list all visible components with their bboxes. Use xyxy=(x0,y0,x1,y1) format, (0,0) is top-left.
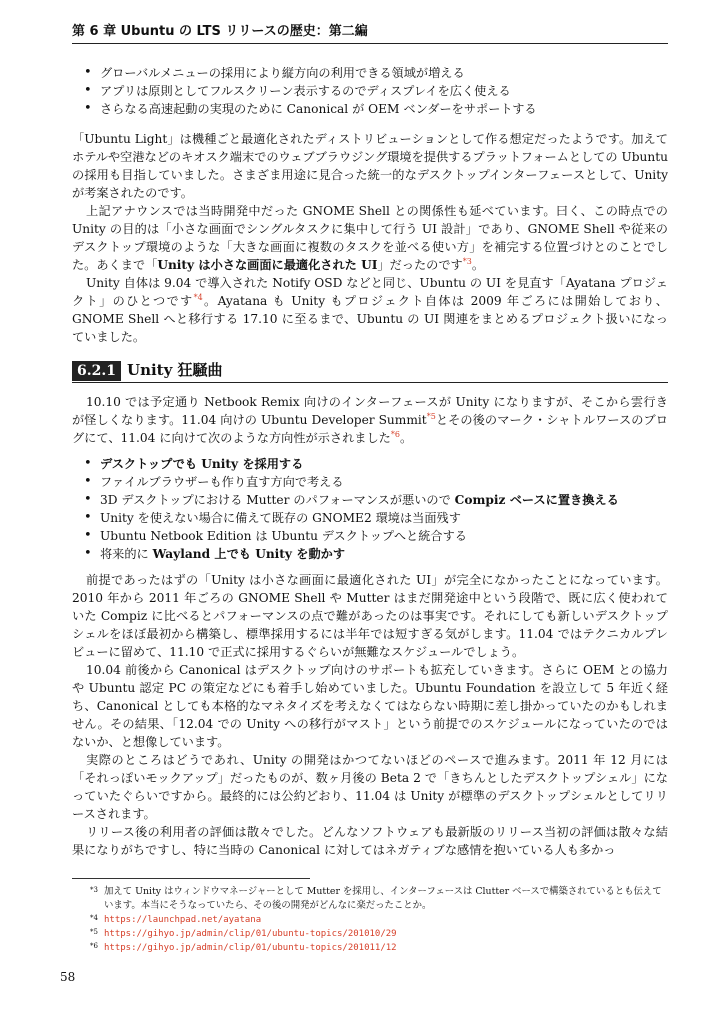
main-content xyxy=(72,64,668,859)
paragraph-text: 10.10 では予定通り Netbook Remix 向けのインターフェースが Unity になりますが、そこから雲行きが怪しくなります。11.04 向けの Ubuntu Developer Summit xyxy=(72,395,668,427)
paragraph-text: 上記アナウンスでは当時開発中だった GNOME Shell との関係性も延べています。曰く、この時点での Unity の目的は「小さな画面でシングルタスクに集中して行う UI 設計」であり、GNOME Shell や従来のデスクトップ環境のような「大きな画面に複数のタスクを並べる使い方」を補完する位置づけとのことでした。あくまで「 xyxy=(72,204,668,272)
section-number: 6.2.1 xyxy=(72,361,121,381)
paragraph xyxy=(72,393,668,447)
list-item xyxy=(100,455,668,473)
footnote-mark: *4 xyxy=(90,914,98,922)
paragraph-text: とその後のマーク・シャトルワースのブログにて、11.04 に向けて次のような方向性が示されました xyxy=(72,413,668,445)
paragraph-text: 。 xyxy=(471,258,484,272)
list-item: • Ubuntu Netbook Edition は Ubuntu デスクトップへと統合する xyxy=(100,527,668,545)
section-title: Unity 狂騒曲 xyxy=(126,361,223,379)
list-item: • Unity を使えない場合に備えて既存の GNOME2 環境は当面残す xyxy=(100,509,668,527)
top-bullet-list xyxy=(72,64,668,118)
footnote-4 xyxy=(72,913,668,927)
footnote-ref-5[interactable]: *5 xyxy=(426,411,436,421)
paragraph: 前提であったはずの「Unity は小さな画面に最適化された UI」が完全になかったことになっています。2010 年から 2011 年ごろの GNOME Shell や Mutter はまだ開発途中という段階で、既に広く使われていた Compiz に比べるとパフォーマンスの点で難があったのは事実です。それにしても新しいデスクトップシェルをほぼ最初から構築し、標準採用するには半年では短すぎる気がします。11.04 ではテクニカルプレビューに留めて、11.10 で正式に採用するぐらいが無難なスケジュールでしょう。 xyxy=(72,573,668,659)
emphasis-text: デスクトップでも Unity を採用する xyxy=(100,457,304,471)
list-item xyxy=(100,545,668,563)
list-item: • ファイルブラウザーも作り直す方向で考える xyxy=(100,473,668,491)
paragraph-text: Unity 自体は 9.04 で導入された Notify OSD などと同じ、Ubuntu の UI を見直す「Ayatana プロジェクト」のひとつです xyxy=(72,276,668,308)
footnote-link[interactable]: https://launchpad.net/ayatana xyxy=(104,915,262,925)
paragraph-text: 「Ubuntu Light」は機種ごと最適化されたディストリビューションとして作る想定だったようです。加えてホテルや空港などのキオスク端末でのウェブブラウジング環境を提供するプラットフォームとしての Ubuntu の採用も目指していました。さまざま用途に見合った統一的なデスクトップインターフェースとして、Unity が考案されたのです。 xyxy=(72,132,668,200)
footnote-5 xyxy=(72,927,668,941)
emphasis-text: Wayland 上でも Unity を動かす xyxy=(152,547,346,561)
paragraph-text: 」だったのです xyxy=(377,258,463,272)
footnote-ref-6[interactable]: *6 xyxy=(390,429,400,439)
direction-bullet-list xyxy=(72,455,668,563)
emphasis-text: Unity は小さな画面に最適化された UI xyxy=(157,258,378,272)
list-item: • さらなる高速起動の実現のために Canonical が OEM ベンダーをサポートする xyxy=(100,100,668,118)
paragraph xyxy=(72,274,668,346)
footnote-ref-3[interactable]: *3 xyxy=(462,256,472,266)
paragraph: 実際のところはどうであれ、Unity の開発はかつてないほどのペースで進みます。2011 年 12 月には「それっぽいモックアップ」だったものが、数ヶ月後の Beta 2 で「きちんとしたデスクトップシェル」になっていたぐらいですから。最終的には公約どおり、11.04 は Unity が標準のデスクトップシェルとしてリリースされます。 xyxy=(72,753,668,821)
footnote-link[interactable]: https://gihyo.jp/admin/clip/01/ubuntu-topics/201010/29 xyxy=(104,929,397,939)
footnote-mark: *3 xyxy=(90,886,98,894)
paragraph: 10.04 前後から Canonical はデスクトップ向けのサポートも拡充していきます。さらに OEM との協力や Ubuntu 認定 PC の策定などにも着手し始めていました。Ubuntu Foundation を設立して 5 年近く経ち、Canonical としても本格的なマネタイズを考えなくてはならない時期に差し掛かっていたのかもしれません。その結果、「12.04 での Unity への移行がマスト」という前提でのスケジュールになっていたのではないか、と想像しています。 xyxy=(72,663,668,749)
footnotes xyxy=(72,878,668,955)
paragraph-text: 。 xyxy=(399,431,413,445)
footnote-3 xyxy=(72,885,668,913)
list-item xyxy=(100,491,668,509)
list-item: • グローバルメニューの採用により縦方向の利用できる領域が増える xyxy=(100,64,668,82)
section-heading xyxy=(72,360,668,383)
footnote-text: 加えて Unity はウィンドウマネージャーとして Mutter を採用し、インターフェースは Clutter ベースで構築されているとも伝えています。本当にそうなっていたら、その後の開発がどんなに楽だったことか。 xyxy=(104,886,662,911)
paragraph xyxy=(72,130,668,202)
footnote-ref-4[interactable]: *4 xyxy=(193,292,203,302)
list-item: • アプリは原則としてフルスクリーン表示するのでディスプレイを広く使える xyxy=(100,82,668,100)
footnote-mark: *5 xyxy=(90,928,98,936)
list-item-text: 将来的に xyxy=(100,547,153,561)
emphasis-text: Compiz ベースに置き換える xyxy=(454,493,619,507)
running-head: 第 6 章 Ubuntu の LTS リリースの歴史：第二編 xyxy=(72,20,668,44)
paragraph: リリース後の利用者の評価は散々でした。どんなソフトウェアも最新版のリリース当初の評価は散々な結果になりがちですし、特に当時の Canonical に対してはネガティブな感情を抱いている人も多かっ xyxy=(72,825,668,857)
list-item-text: 3D デスクトップにおける Mutter のパフォーマンスが悪いので xyxy=(100,493,455,507)
footnote-mark: *6 xyxy=(90,942,98,950)
page-number: 58 xyxy=(60,970,76,984)
footnote-6 xyxy=(72,941,668,955)
footnote-link[interactable]: https://gihyo.jp/admin/clip/01/ubuntu-topics/201011/12 xyxy=(104,943,397,953)
paragraph xyxy=(72,202,668,274)
paragraph-text: 。Ayatana も Unity もプロジェクト自体は 2009 年ごろには開始しており、GNOME Shell へと移行する 17.10 に至るまで、Ubuntu の UI 関連をまとめるプロジェクト扱いになっていました。 xyxy=(72,294,668,344)
footnote-divider xyxy=(72,878,310,879)
